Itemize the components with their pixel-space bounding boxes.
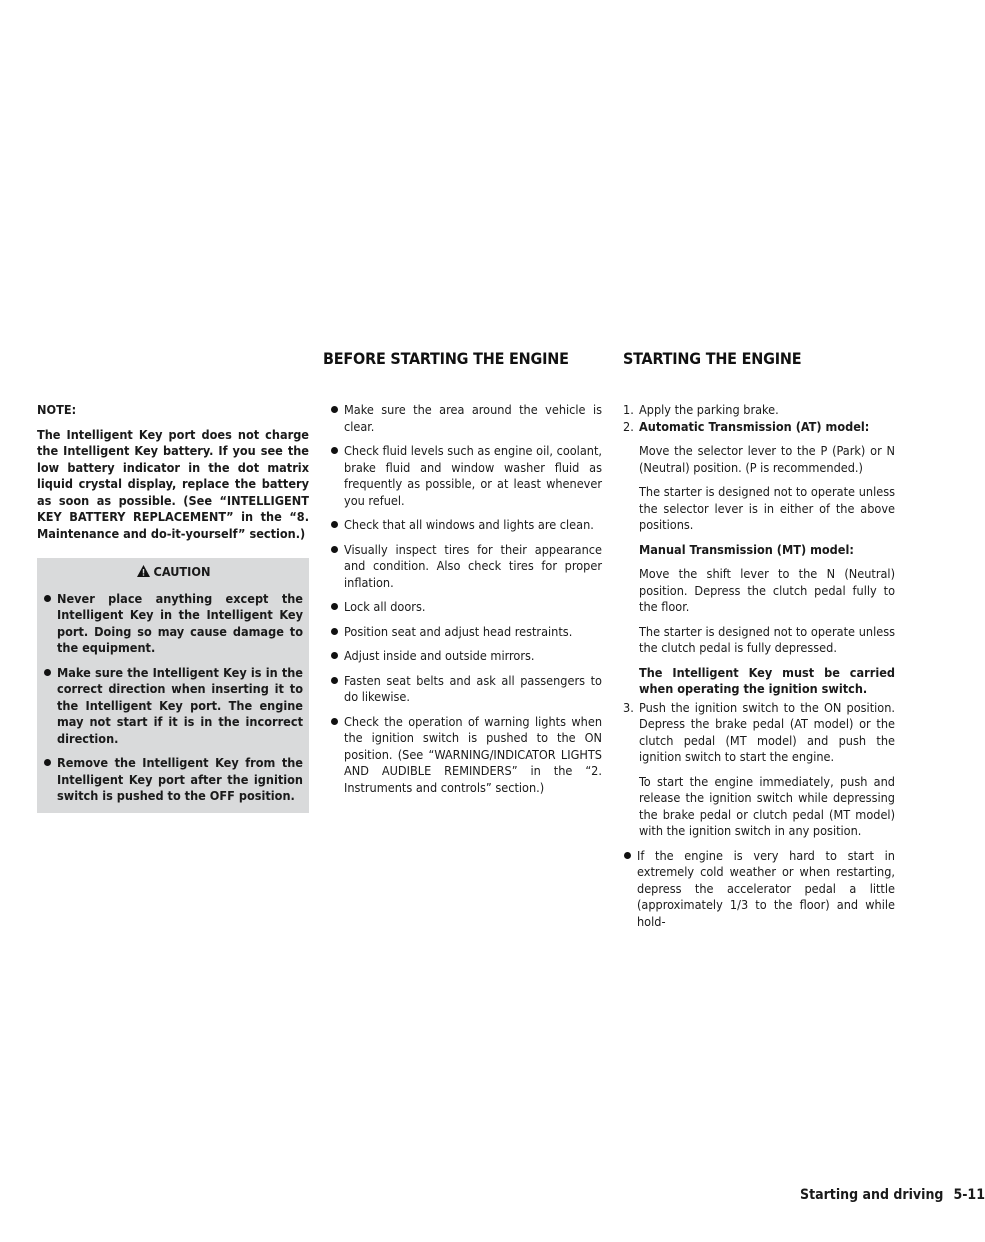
check-item	[330, 517, 602, 534]
bullet-icon	[331, 718, 338, 725]
bullet-icon	[331, 546, 338, 553]
check-item-text: Make sure the area around the vehicle is clear.	[344, 402, 602, 434]
bullet-icon	[44, 759, 51, 766]
caution-item-text: Remove the Intelligent Key from the Intelligent Key port after the ignition switch is pushed to the OFF position.	[57, 755, 303, 803]
check-item	[330, 648, 602, 665]
step-number: 3.	[623, 699, 634, 715]
column-right	[623, 402, 895, 938]
note-text: The Intelligent Key port does not charge the Intelligent Key battery. If you see the low battery indicator in the dot matrix liquid crystal display, replace the battery as soon as possible. (See “INTELLIGENT KEY BATTERY REPLACEMENT” in the “8. Maintenance and do-it-yourself” section.)	[37, 426, 309, 541]
section-heading-before-starting: BEFORE STARTING THE ENGINE	[323, 349, 569, 368]
cold-weather-text: If the engine is very hard to start in extremely cold weather or when restarting, depress the accelerator pedal a little (approximately 1/3 to the floor) and while hold-	[637, 847, 895, 929]
page-number: 5-11	[953, 1187, 985, 1203]
step-paragraph: The starter is designed not to operate unless the clutch pedal is fully depressed.	[639, 623, 895, 655]
bullet-icon	[331, 406, 338, 413]
check-item	[330, 542, 602, 592]
bullet-icon	[331, 521, 338, 528]
caution-item-text: Never place anything except the Intelligent Key in the Intelligent Key port. Doing so may cause damage to the equipment.	[57, 590, 303, 655]
check-item-text: Check fluid levels such as engine oil, coolant, brake fluid and window washer fluid as frequently as possible, or at least whenever you refuel.	[344, 443, 602, 508]
step-paragraph: Move the selector lever to the P (Park) or N (Neutral) position. (P is recommended.)	[639, 443, 895, 475]
bullet-icon	[44, 595, 51, 602]
page-footer	[800, 1187, 985, 1204]
check-item-text: Check the operation of warning lights when the ignition switch is pushed to the ON position. (See “WARNING/INDICATOR LIGHTS AND AUDIBLE REMINDERS” in the “2. Instruments and controls” section.)	[344, 713, 602, 795]
footer-chapter: Starting and driving	[800, 1187, 944, 1203]
column-middle	[330, 402, 602, 804]
check-item	[330, 624, 602, 641]
check-item-text: Check that all windows and lights are clean.	[344, 517, 594, 532]
check-item	[330, 402, 602, 435]
caution-box	[37, 558, 309, 813]
check-item-text: Lock all doors.	[344, 599, 426, 614]
check-item-text: Fasten seat belts and ask all passengers to do likewise.	[344, 672, 602, 704]
step-key-note: The Intelligent Key must be carried when operating the ignition switch.	[639, 664, 895, 696]
warning-triangle-icon	[136, 564, 151, 583]
bullet-icon	[331, 652, 338, 659]
step-paragraph: Move the shift lever to the N (Neutral) position. Depress the clutch pedal fully to the floor.	[639, 566, 895, 614]
bullet-icon	[624, 852, 631, 859]
step-paragraph: To start the engine immediately, push and release the ignition switch while depressing the brake pedal or clutch pedal (MT model) with the ignition switch in any position.	[639, 773, 895, 838]
bullet-icon	[331, 603, 338, 610]
bullet-icon	[44, 669, 51, 676]
check-item	[330, 714, 602, 797]
bullet-icon	[331, 447, 338, 454]
step-text: Apply the parking brake.	[639, 402, 779, 417]
caution-item	[43, 755, 303, 805]
step-text: Push the ignition switch to the ON position. Depress the brake pedal (AT model) or the clutch pedal (MT model) and push the ignition switch to start the engine.	[639, 699, 895, 764]
caution-item	[43, 591, 303, 657]
note-title: NOTE:	[37, 402, 77, 417]
check-item-text: Adjust inside and outside mirrors.	[344, 648, 535, 663]
check-item	[330, 673, 602, 706]
section-heading-starting-engine: STARTING THE ENGINE	[623, 349, 802, 368]
caution-title: CAUTION	[153, 564, 211, 579]
bullet-icon	[331, 628, 338, 635]
step-number: 1.	[623, 402, 634, 417]
check-item-text: Visually inspect tires for their appearance and condition. Also check tires for proper inflation.	[344, 541, 602, 590]
column-left	[37, 402, 309, 813]
step-title: Automatic Transmission (AT) model:	[639, 418, 870, 434]
check-item-text: Position seat and adjust head restraints.	[344, 623, 573, 639]
step-paragraph: The starter is designed not to operate unless the selector lever is in either of the above positions.	[639, 484, 895, 532]
check-item	[330, 599, 602, 616]
step-number: 2.	[623, 418, 634, 434]
step-1	[623, 402, 895, 419]
step-2	[623, 419, 895, 436]
bullet-icon	[331, 677, 338, 684]
caution-item-text: Make sure the Intelligent Key is in the correct direction when inserting it to the Intelligent Key port. The engine may not start if it is in the incorrect direction.	[57, 664, 303, 746]
step-3	[623, 700, 895, 766]
caution-heading	[43, 564, 303, 583]
check-item	[330, 443, 602, 509]
step-subtitle: Manual Transmission (MT) model:	[639, 541, 854, 557]
cold-weather-item	[623, 848, 895, 931]
caution-item	[43, 665, 303, 748]
